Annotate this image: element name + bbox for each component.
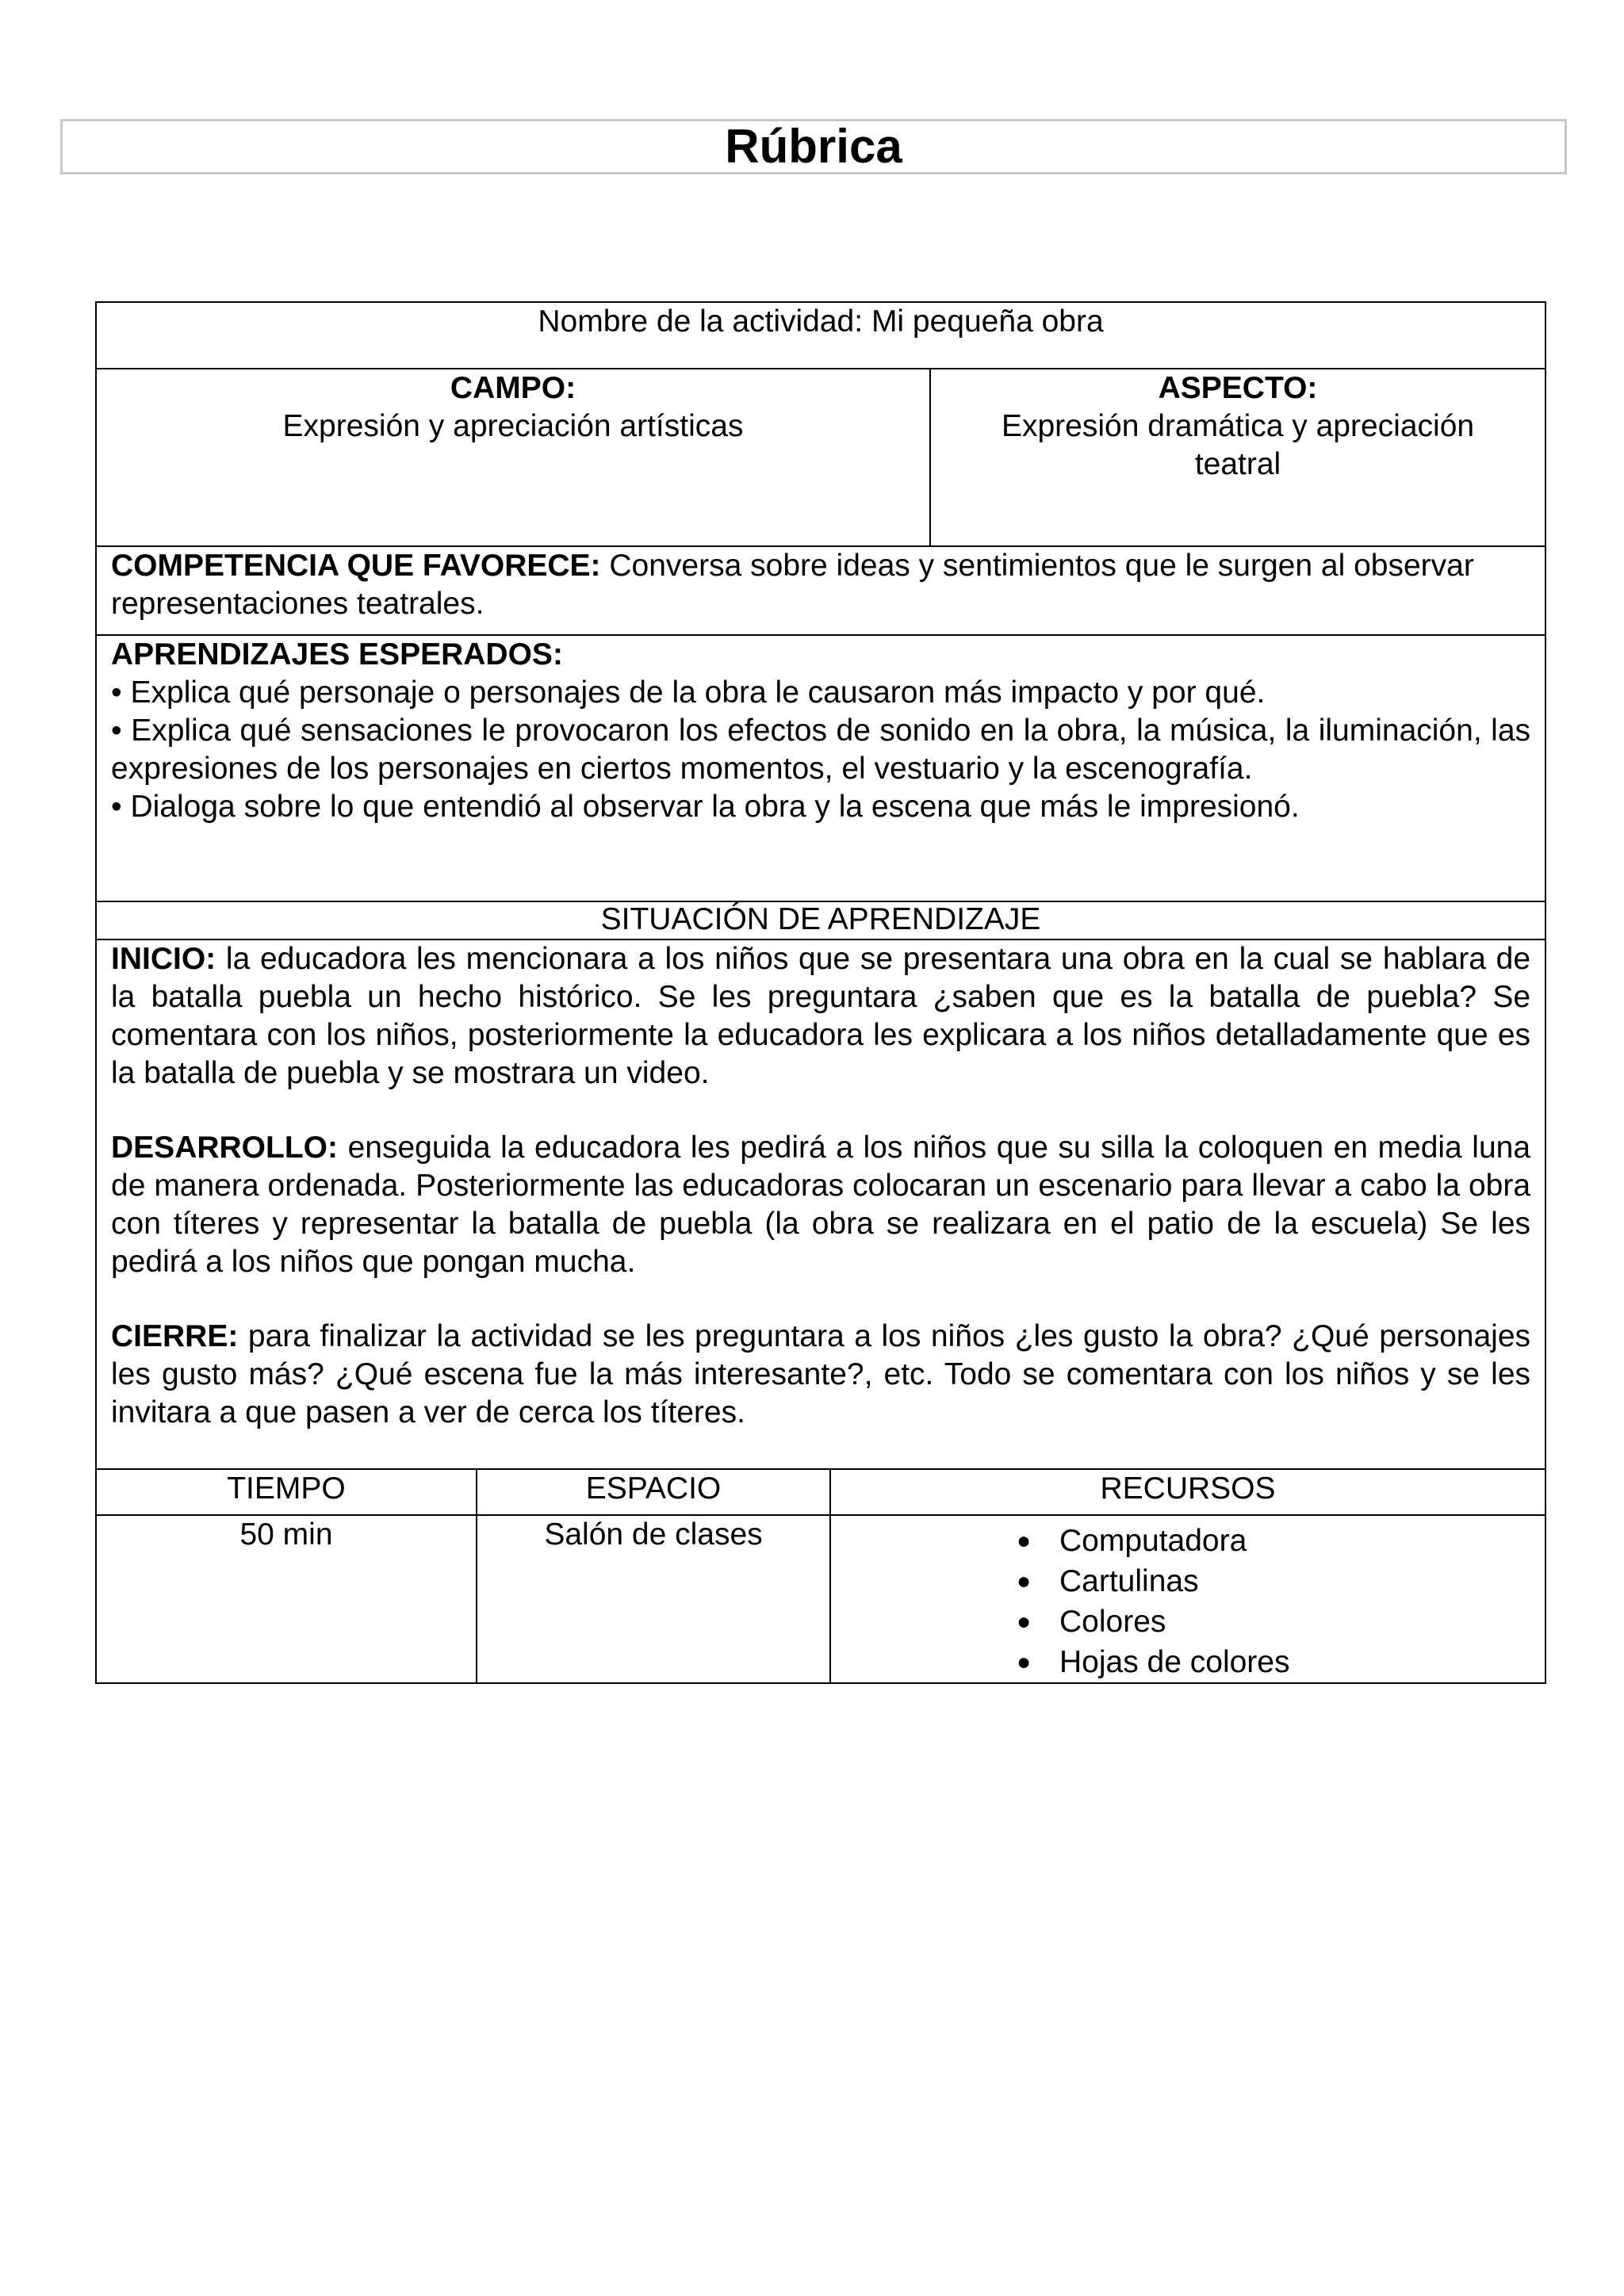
situacion-heading-row [96,901,1545,939]
desarrollo-block [111,1129,1530,1281]
bullet-icon: ● [1017,1649,1032,1675]
cierre-text: para finalizar la actividad se les preguntara a los niños ¿les gusto la obra? ¿Qué personajes les gusto más? ¿Qué escena fue la más interesante?, etc. Todo se comentara con los niños y se les invitara a que pasen a ver de cerca los títeres. [111,1319,1531,1429]
secuencia-row [96,939,1545,1469]
bullet-icon: ● [1017,1528,1032,1554]
espacio-value: Salón de clases [477,1515,830,1683]
aprendizaje-item: • Explica qué personaje o personajes de la obra le causaron más impacto y por qué. [111,675,1266,710]
desarrollo-label: DESARROLLO: [111,1131,338,1165]
campo-aspecto-row [96,369,1545,546]
inicio-label: INICIO: [111,942,216,976]
aprendizaje-item: • Explica qué sensaciones le provocaron los efectos de sonido en la obra, la música, la iluminación, las expresiones de los personajes en ciertos momentos, el vestuario y la escenografía. [111,714,1531,786]
recurso-label: Colores [1059,1605,1166,1639]
activity-label: Nombre de la actividad: [538,304,864,339]
aprendizajes-cell [96,635,1545,901]
competencia-label: COMPETENCIA QUE FAVORECE: [111,549,601,583]
tiempo-header: TIEMPO [96,1469,477,1515]
logistics-values-row [96,1515,1545,1683]
rubric-table [95,301,1546,1684]
secuencia-cell [96,939,1545,1469]
cierre-label: CIERRE: [111,1319,239,1353]
inicio-text: la educadora les mencionara a los niños que se presentara una obra en la cual se hablara de la batalla puebla un hecho histórico. Se les preguntara ¿saben que es la batalla de puebla? Se comentara con los niños, posteriormente la educadora les explicara a los niños detalladamente que es la batalla de puebla y se mostrara un video. [111,942,1531,1090]
inicio-block [111,940,1530,1093]
situacion-heading: SITUACIÓN DE APRENDIZAJE [96,901,1545,939]
recursos-header: RECURSOS [830,1469,1545,1515]
competencia-row [96,546,1545,635]
recurso-item [1017,1561,1530,1601]
recurso-label: Hojas de colores [1059,1645,1290,1679]
recurso-item [1017,1521,1530,1561]
aspecto-cell [930,369,1545,546]
logistics-header-row [96,1469,1545,1515]
campo-label: CAMPO: [450,371,576,405]
recursos-list [845,1521,1530,1682]
page-title: Rúbrica [60,119,1567,174]
recurso-label: Computadora [1059,1524,1247,1558]
espacio-header: ESPACIO [477,1469,830,1515]
bullet-icon: ● [1017,1568,1032,1594]
aspecto-value: Expresión dramática y apreciación teatral [1001,409,1475,481]
recurso-item [1017,1601,1530,1642]
aprendizajes-row [96,635,1545,901]
recursos-cell [830,1515,1545,1683]
desarrollo-text: enseguida la educadora les pedirá a los niños que su silla la coloquen en media luna de manera ordenada. Posteriormente las educadoras colocaran un escenario para llevar a cabo la obra con títeres y representar la batalla de puebla (la obra se realizara en el patio de la escuela) Se les pedirá a los niños que pongan mucha. [111,1131,1531,1279]
competencia-cell [96,546,1545,635]
campo-cell [96,369,930,546]
competencia-text: Conversa sobre ideas y sentimientos que le surgen al observar representaciones teatrales. [111,549,1474,621]
cierre-block [111,1318,1530,1432]
aprendizajes-label: APRENDIZAJES ESPERADOS: [111,637,563,672]
campo-value: Expresión y apreciación artísticas [282,409,744,443]
bullet-icon: ● [1017,1609,1032,1635]
activity-row [96,302,1545,369]
recurso-item [1017,1642,1530,1682]
tiempo-value: 50 min [96,1515,477,1683]
activity-name: Mi pequeña obra [871,304,1104,339]
aspecto-label: ASPECTO: [1158,371,1318,405]
activity-cell [96,302,1545,369]
aprendizaje-item: • Dialoga sobre lo que entendió al observar la obra y la escena que más le impresionó. [111,790,1300,824]
recurso-label: Cartulinas [1059,1564,1199,1598]
